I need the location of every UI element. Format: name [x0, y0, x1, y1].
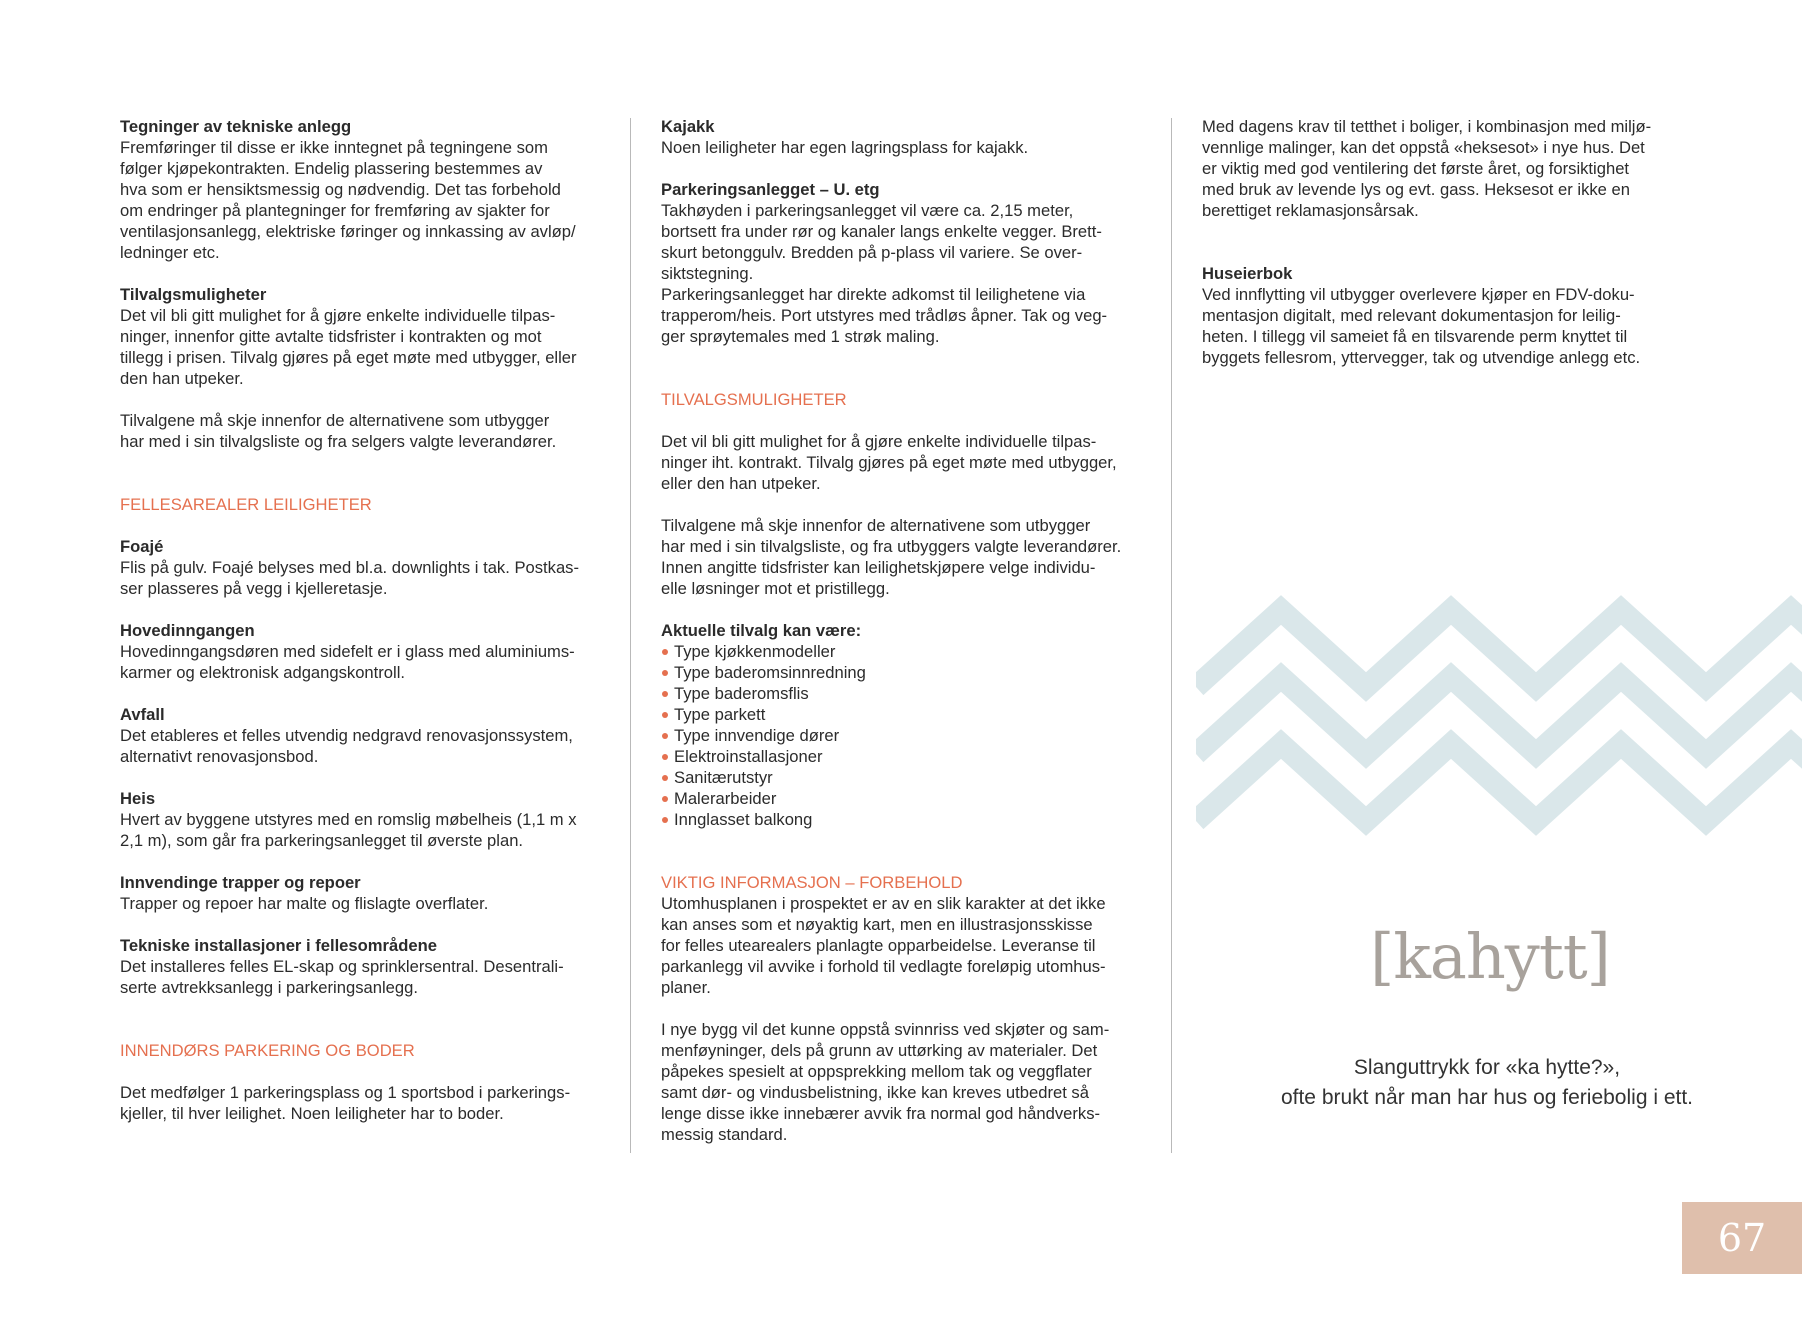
- column-right: [1202, 116, 1702, 389]
- heading-aktuelle-tilvalg: Aktuelle tilvalg kan være:: [661, 621, 862, 640]
- text-parkeringsanlegget: Takhøyden i parkeringsanlegget vil være ca. 2,15 meter, bortsett fra under rør og kanaler langs enkelte vegger. Brett- skurt betonggulv. Bredden på p-plass vil variere. Se over- siktstegning. Parkeringsanlegget har direkte adkomst til leilighetene via trapperom/heis. Port utstyres med trådløs åpner. Tak og veg- ger sprøytemales med 1 strøk maling.: [661, 201, 1108, 346]
- column-middle: [661, 116, 1151, 1145]
- text-tilvalg-1: Det vil bli gitt mulighet for å gjøre enkelte individuelle tilpas- ninger, innenfor gitte avtalte tidsfrister i kontrakten og mot tillegg i prisen. Tilvalg gjøres på eget møte med utbygger, eller den han utpeker.: [120, 306, 577, 388]
- section-kajakk: [661, 116, 1151, 158]
- text-tilvalg-2: Tilvalgene må skje innenfor de alternativene som utbygger har med i sin tilvalgsliste, og fra utbyggers valgte leverandører. Innen angitte tidsfrister kan leilighetskjøpere velge individu- elle løsninger mot et pristillegg.: [661, 516, 1122, 598]
- text-tilvalg-2: Tilvalgene må skje innenfor de alternativene som utbygger har med i sin tilvalgsliste og fra selgers valgte leverandører.: [120, 411, 557, 451]
- aktuelle-tilvalg-item: Type parkett: [661, 704, 1151, 725]
- brand-tagline: Slanguttrykk for «ka hytte?», ofte brukt når man har hus og feriebolig i ett.: [1280, 1056, 1694, 1109]
- heading-foaje: Foajé: [120, 537, 164, 556]
- section-hovedinngangen: [120, 620, 610, 683]
- section-parkeringsanlegget: [661, 179, 1151, 347]
- aktuelle-tilvalg-item: Type innvendige dører: [661, 725, 1151, 746]
- text-heksesot: Med dagens krav til tetthet i boliger, i kombinasjon med miljø- vennlige malinger, kan det oppstå «heksesot» i nye hus. Det er viktig med god ventilering det første året, og forsiktighet med bruk av levende lys og evt. gass. Heksesot er ikke en berettiget reklamasjonsårsak.: [1202, 117, 1652, 220]
- section-heading-fellesarealer: FELLESAREALER LEILIGHETER: [120, 495, 372, 514]
- text-viktig-2: I nye bygg vil det kunne oppstå svinnriss ved skjøter og sam- menføyninger, dels på grunn av uttørking av materialer. Det påpekes spesielt at oppsprekking mellom tak og veggflater samt dør- og vindusbelistning, ikke kan kreves utbedret så lenge disse ikke innebærer avvik fra normal god håndverks- messig standard.: [661, 1020, 1110, 1144]
- aktuelle-tilvalg-item: Innglasset balkong: [661, 809, 1151, 830]
- section-heading-viktig: VIKTIG INFORMASJON – FORBEHOLD: [661, 873, 963, 892]
- heading-tekniske: Tekniske installasjoner i fellesområdene: [120, 936, 437, 955]
- section-foaje: [120, 536, 610, 599]
- chevron-stripes: [1196, 610, 1802, 821]
- column-left: [120, 116, 610, 1124]
- section-trapper: [120, 872, 610, 914]
- heading-heis: Heis: [120, 789, 156, 808]
- section-tekniske: [120, 935, 610, 998]
- text-trapper: Trapper og repoer har malte og flislagte overflater.: [120, 894, 489, 913]
- heading-hovedinngangen: Hovedinngangen: [120, 621, 255, 640]
- page-number: 67: [1682, 1202, 1802, 1274]
- section-tegninger: [120, 116, 610, 263]
- aktuelle-tilvalg-list: [661, 641, 1151, 830]
- column-divider-1: [630, 118, 631, 1153]
- text-tekniske: Det installeres felles EL-skap og sprinklersentral. Desentrali- serte avtrekksanlegg i parkeringsanlegg.: [120, 957, 564, 997]
- section-avfall: [120, 704, 610, 767]
- column-divider-2: [1171, 118, 1172, 1153]
- chevron-pattern-icon: [1196, 592, 1802, 842]
- text-hovedinngangen: Hovedinngangsdøren med sidefelt er i glass med aluminiums- karmer og elektronisk adgangskontroll.: [120, 642, 575, 682]
- text-tegninger: Fremføringer til disse er ikke inntegnet på tegningene som følger kjøpekontrakten. Endelig plassering bestemmes av hva som er hensiktsmessig og nødvendig. Det tas forbehold om endringer på plantegninger for fremføring av sjakter for ventilasjonsanlegg, elektriske føringer og innkassing av avløp/ ledninger etc.: [120, 138, 576, 262]
- heading-trapper: Innvendinge trapper og repoer: [120, 873, 361, 892]
- section-heis: [120, 788, 610, 851]
- heading-huseierbok: Huseierbok: [1202, 264, 1293, 283]
- heading-kajakk: Kajakk: [661, 117, 715, 136]
- heading-tegninger: Tegninger av tekniske anlegg: [120, 117, 352, 136]
- aktuelle-tilvalg-item: Sanitærutstyr: [661, 767, 1151, 788]
- text-foaje: Flis på gulv. Foajé belyses med bl.a. downlights i tak. Postkas- ser plasseres på vegg i kjelleretasje.: [120, 558, 579, 598]
- text-viktig-1: Utomhusplanen i prospektet er av en slik karakter at det ikke kan anses som et nøyaktig kart, men en illustrasjonsskisse for felles utearealers planlagte opparbeidelse. Leveranse til parkanlegg vil avvike i forhold til vedlagte foreløpig utomhus- planer.: [661, 894, 1106, 997]
- text-parkering: Det medfølger 1 parkeringsplass og 1 sportsbod i parkerings- kjeller, til hver leilighet. Noen leiligheter har to boder.: [120, 1083, 571, 1123]
- heading-avfall: Avfall: [120, 705, 165, 724]
- text-avfall: Det etableres et felles utvendig nedgravd renovasjonssystem, alternativt renovasjonsbod.: [120, 726, 573, 766]
- aktuelle-tilvalg-item: Elektroinstallasjoner: [661, 746, 1151, 767]
- aktuelle-tilvalg-item: Type kjøkkenmodeller: [661, 641, 1151, 662]
- text-heis: Hvert av byggene utstyres med en romslig møbelheis (1,1 m x 2,1 m), som går fra parkeringsanlegget til øverste plan.: [120, 810, 577, 850]
- text-kajakk: Noen leiligheter har egen lagringsplass for kajakk.: [661, 138, 1029, 157]
- text-tilvalg-1: Det vil bli gitt mulighet for å gjøre enkelte individuelle tilpas- ninger iht. kontrakt. Tilvalg gjøres på eget møte med utbygger, eller den han utpeker.: [661, 432, 1117, 493]
- section-huseierbok: [1202, 263, 1702, 368]
- text-huseierbok: Ved innflytting vil utbygger overlevere kjøper en FDV-doku- mentasjon digitalt, med relevant dokumentasjon for leilig- heten. I tillegg vil sameiet få en tilsvarende perm knyttet til byggets fellesrom, yttervegger, tak og utvendige anlegg etc.: [1202, 285, 1641, 367]
- aktuelle-tilvalg-item: Malerarbeider: [661, 788, 1151, 809]
- section-tilvalgsmuligheter: [120, 284, 610, 452]
- heading-parkeringsanlegget: Parkeringsanlegget – U. etg: [661, 180, 880, 199]
- section-heading-tilvalgsmuligheter: TILVALGSMULIGHETER: [661, 390, 847, 409]
- heading-tilvalgsmuligheter: Tilvalgsmuligheter: [120, 285, 267, 304]
- aktuelle-tilvalg-item: Type baderomsinnredning: [661, 662, 1151, 683]
- kahytt-logo: [kahytt]: [1370, 920, 1610, 993]
- aktuelle-tilvalg-item: Type baderomsflis: [661, 683, 1151, 704]
- section-heading-parkering: INNENDØRS PARKERING OG BODER: [120, 1041, 415, 1060]
